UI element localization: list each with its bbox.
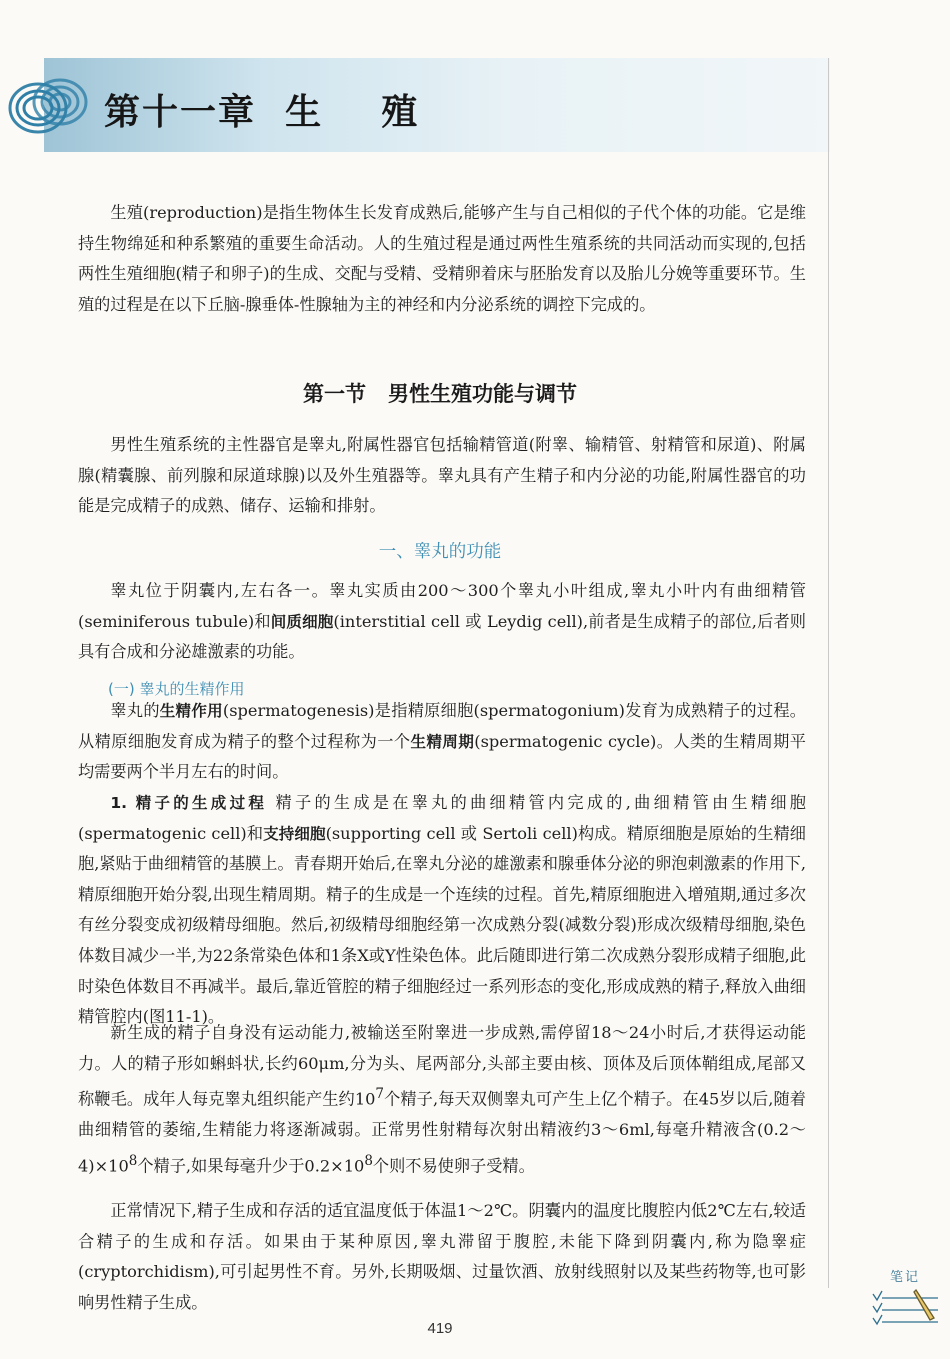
notes-margin-mark [870,1266,940,1346]
text-run: 睾丸的 [110,701,160,720]
notes-lines-icon [870,1284,940,1344]
term-supporting-cell: 支持细胞 [263,824,326,843]
temperature-paragraph: 正常情况下,精子生成和存活的适宜温度低于体温1～2℃。阴囊内的温度比腹腔内低2℃左右,较适合精子的生成和存活。如果由于某种原因,睾丸滞留于腹腔,未能下降到阴囊内,称为隐睾症(cryptorchidism),可引起男性不育。另外,长期吸烟、过量饮酒、放射线照射以及某些药物等,也可影响男性精子生成。 [78,1201,806,1312]
text-run: 新生成的精子自身没有运动能力,被输送至附睾进一步成熟,需停留18～24小时后,才获得运动能力。人的精子形如蝌蚪状,长约60μm,分为头、尾两部分,头部主要由核、顶体及后顶体鞘组成,尾部又称鞭毛。成年人每克睾丸组织能产生约10 [78,1023,806,1109]
text-run: 个则不易使卵子受精。 [372,1156,535,1176]
exponent: 8 [128,1152,138,1169]
text-run: (spermatogenic cycle)。人类的生精周期平均需要两个半月左右的时间。 [78,731,806,782]
text-run: (interstitial cell 或 Leydig cell),前者是生成精子的部位,后者则具有合成和分泌雄激素的功能。 [78,611,806,662]
exponent: 8 [364,1152,373,1169]
term-interstitial-cell: 间质细胞 [270,612,334,631]
chapter-logo-icon [4,62,96,154]
margin-divider [828,58,829,1288]
subsection-title: 一、睾丸的功能 [378,542,502,562]
paragraph-lead-heading: 1. 精子的生成过程 [110,794,268,812]
text-run: 精子的生成是在睾丸的曲细精管内完成的,曲细精管由生精细胞(spermatogenic cell)和 [78,793,806,843]
text-run: 个精子,每天双侧睾丸可产生上亿个精子。在45岁以后,随着曲细精管的萎缩,生精能力将逐渐减弱。正常男性射精每次射出精液约3～6ml,每毫升精液含(0.2～4)×10 [78,1089,806,1176]
text-run: (spermatogenesis)是指精原细胞(spermatogonium)发育为成熟精子的过程。从精原细胞发育成为精子的整个过程称为一个 [78,701,806,751]
notes-label: 笔记 [890,1270,921,1285]
intro-paragraph: 生殖(reproduction)是指生物体生长发育成熟后,能够产生与自己相似的子代个体的功能。它是维持生物绵延和种系繁殖的重要生命活动。人的生殖过程是通过两性生殖系统的共同活动而实现的,包括两性生殖细胞(精子和卵子)的生成、交配与受精、受精卵着床与胚胎发育以及胎儿分娩等重要环节。生殖的过程是在以下丘脑-腺垂体-性腺轴为主的神经和内分泌系统的调控下完成的。 [78,203,806,314]
exponent: 7 [375,1086,385,1103]
text-run: 睾丸位于阴囊内,左右各一。睾丸实质由200～300个睾丸小叶组成,睾丸小叶内有曲细精管(seminiferous tubule)和 [78,581,806,631]
text-run: (supporting cell 或 Sertoli cell)构成。精原细胞是原始的生精细胞,紧贴于曲细精管的基膜上。青春期开始后,在睾丸分泌的雄激素和腺垂体分泌的卵泡刺激素的作用下,精原细胞开始分裂,出现生精周期。精子的生成是一个连续的过程。首先,精原细胞进入增殖期,通过多次有丝分裂变成初级精母细胞。然后,初级精母细胞经第一次成熟分裂(减数分裂)形成次级精母细胞,染色体数目减少一半,为22条常染色体和1条X或Y性染色体。此后随即进行第二次成熟分裂形成精子细胞,此时染色体数目不再减半。最后,靠近管腔的精子细胞经过一系列形态的变化,形成成熟的精子,释放入曲细精管腔内(图11-1)。 [78,823,806,1027]
page-number: 419 [427,1320,453,1337]
chapter-title: 第十一章 生 殖 [104,91,420,133]
sub-heading-spermatogenesis: (一) 睾丸的生精作用 [108,680,245,698]
spermatogenesis-paragraph [78,696,806,788]
section-title: 第一节 男性生殖功能与调节 [303,382,577,406]
section-intro-paragraph: 男性生殖系统的主性器官是睾丸,附属性器官包括输精管道(附睾、输精管、射精管和尿道)、附属腺(精囊腺、前列腺和尿道球腺)以及外生殖器等。睾丸具有产生精子和内分泌的功能,附属性器官的功能是完成精子的成熟、储存、运输和排射。 [78,435,806,516]
text-run: 个精子,如果每毫升少于0.2×10 [137,1156,365,1176]
term-spermatogenesis: 生精作用 [159,702,223,720]
sperm-maturation-paragraph [78,1018,806,1182]
sperm-generation-paragraph [78,788,806,1033]
term-spermatogenic-cycle: 生精周期 [410,732,475,751]
testis-overview-paragraph [78,576,806,668]
